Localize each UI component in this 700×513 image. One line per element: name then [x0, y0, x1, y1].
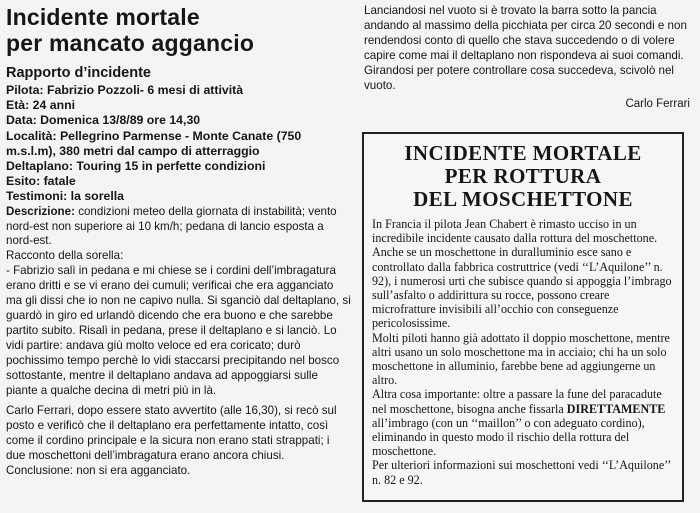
- sister-account: - Fabrizio salì in pedana e mi chiese se i cordini dell’imbragatura erano dritti e se vi erano dei cumuli; verificai che era agganciato ma gli dissi che io non ne capivo nulla. Si sganciò dal deltaplano, si guardò in giro ed urlandò dicendo che era buono e che sarebbe partito subito. Risalì in pedana, prese il deltaplano e si lanciò. Lo vidi partire: andava giù molto veloce ed era coricato; durò pochissimo tempo perchè lo vidi staccarsi precipitando nel bosco sottostante, mentre il deltaplano andava ad appoggiarsi sulle piante a qualche decina di metri più in là.: [6, 264, 351, 397]
- box-p4-start: Altra cosa importante: oltre a passare la fune del paracadute nel moschettone, bisogna anche fissarla: [372, 387, 662, 416]
- box-paragraph-4: [372, 387, 674, 458]
- pilot-field: Pilota: Fabrizio Pozzoli- 6 mesi di attività: [6, 83, 244, 97]
- glider-field: Deltaplano: Touring 15 in perfette condizioni: [6, 159, 266, 174]
- boxed-article-title: [368, 142, 678, 211]
- description-text: condizioni meteo della giornata di instabilità; vento nord-est non superiore ai 10 km/h; pedana di lancio esposta a nord-est.: [6, 204, 337, 248]
- headline-line-1: Incidente mortale: [6, 4, 200, 30]
- article-left-column: [6, 4, 352, 479]
- article-headline: [6, 4, 352, 56]
- outcome-field: Esito: fatale: [6, 174, 76, 189]
- closing-paragraph: Girandosi per potere controllare cosa succedeva, scivolò nel vuoto.: [364, 63, 674, 92]
- boxed-article: [362, 132, 684, 502]
- description-paragraph: [6, 205, 352, 250]
- article-right-column: [364, 4, 694, 110]
- date-field: Data: Domenica 13/8/89 ore 14,30: [6, 113, 201, 128]
- box-paragraph-1: In Francia il pilota Jean Chabert è rimasto ucciso in un incredibile incidente causato dalla rottura del moschettone.: [372, 217, 658, 246]
- box-title-line-2: PER ROTTURA: [444, 164, 602, 188]
- ferrari-paragraph: Carlo Ferrari, dopo essere stato avvertito (alle 16,30), si recò sul posto e verificò che il deltaplano era perfettamente intatto, così come il cordino principale e la sicura non erano stati strappati; i due moschettoni dell’imbragatura erano ancora chiusi.: [6, 404, 337, 463]
- author-signature: Carlo Ferrari: [625, 98, 690, 111]
- box-title-line-3: DEL MOSCHETTONE: [413, 187, 633, 211]
- box-paragraph-2: Anche se un moschettone in duralluminio esce sano e controllato dalla fabbrica costruttrice (vedi ‘‘L’Aquilone’’ n. 92), i numerosi urti che subisce quando si appoggia l’imbrago sull’asfalto o addirittura su rocce, possono creare microfratture invisibili all’occhio con conseguenze pericolosissime.: [372, 245, 672, 331]
- box-title-line-1: INCIDENTE MORTALE: [404, 141, 642, 165]
- location-field: Località: Pellegrino Parmense - Monte Canate (750 m.s.l.m), 380 metri dal campo di atterraggio: [6, 128, 302, 158]
- age-field: Età: 24 anni: [6, 98, 76, 113]
- continuation-paragraph: Lanciandosi nel vuoto si è trovato la barra sotto la pancia andando al massimo della picchiata per circa 20 secondi e non rendendosi conto di quello che stava succedendo o di volere capire come mai il deltaplano non rispondeva ai suoi comandi.: [364, 4, 687, 62]
- box-p4-end: all’imbrago (con un ‘‘maillon’’ o con adeguato cordino), eliminando in questo modo il rischio della rottura del moschettone.: [372, 415, 645, 459]
- report-heading: Rapporto d’incidente: [6, 65, 151, 81]
- sister-intro: Racconto della sorella:: [6, 249, 124, 263]
- description-label: Descrizione:: [6, 204, 75, 218]
- box-paragraph-3: Molti piloti hanno già adottato il doppio moschettone, mentre altri usano un solo moschettone ma in acciaio; chi ha un solo moschettone in alluminio, farebbe bene ad aggiungerne un altro.: [372, 330, 670, 388]
- box-paragraph-5: Per ulteriori informazioni sui moschettoni vedi ‘‘L’Aquilone’’ n. 82 e 92.: [372, 458, 671, 487]
- witnesses-field: Testimoni: la sorella: [6, 189, 124, 204]
- conclusion: Conclusione: non si era agganciato.: [6, 464, 191, 478]
- headline-line-2: per mancato aggancio: [6, 30, 255, 56]
- box-p4-emphasis: DIRETTAMENTE: [566, 401, 666, 416]
